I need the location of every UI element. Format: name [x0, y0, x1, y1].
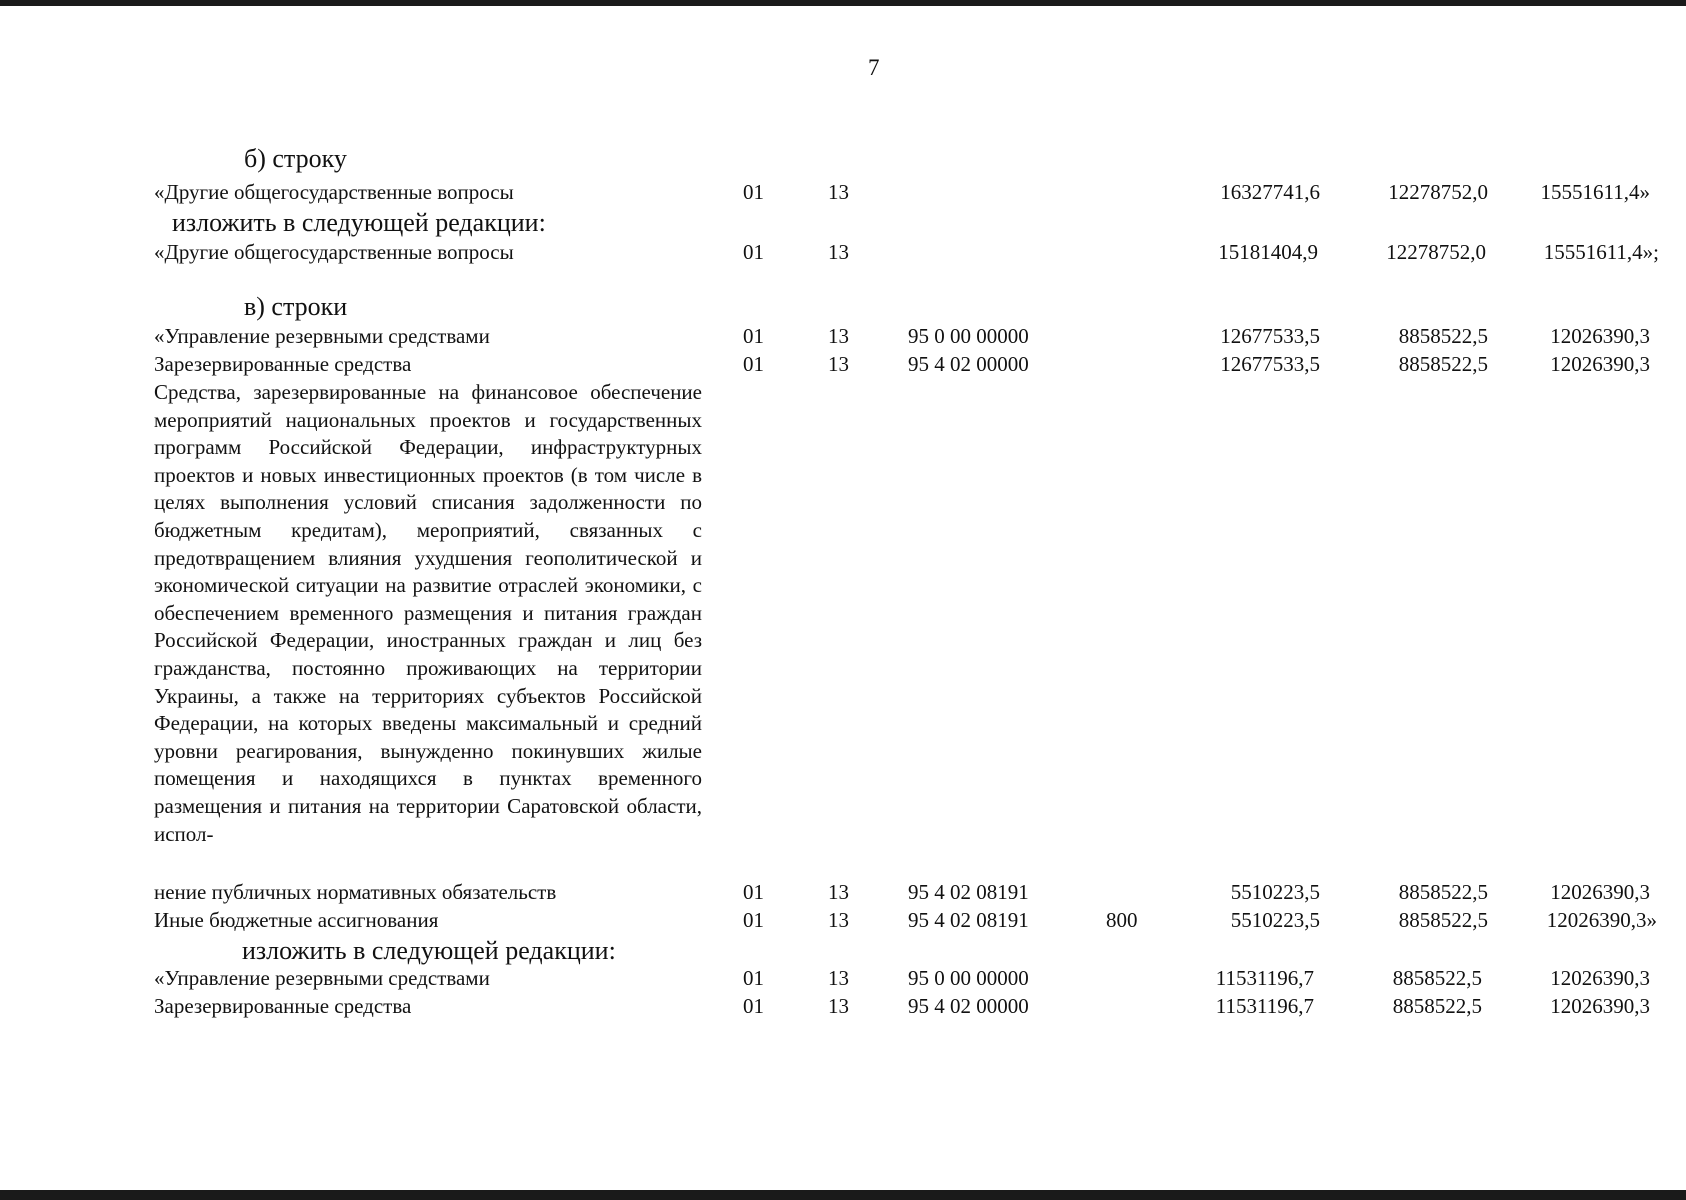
row-name: Иные бюджетные ассигнования: [154, 908, 439, 932]
row-value-3: 12026390,3: [1550, 324, 1650, 348]
row-section-code: 01: [743, 324, 764, 348]
row-subsection-code: 13: [828, 908, 849, 932]
row-subsection-code: 13: [828, 352, 849, 376]
row-subsection-code: 13: [828, 180, 849, 204]
row-target-code: 95 4 02 08191: [908, 908, 1029, 932]
row-value-1: 5510223,5: [1230, 880, 1320, 904]
row-subsection-code: 13: [828, 966, 849, 990]
row-section-code: 01: [743, 994, 764, 1018]
row-value-3: 12026390,3: [1550, 352, 1650, 376]
row-value-1: 11531196,7: [1215, 994, 1314, 1018]
row-value-1: 11531196,7: [1215, 966, 1314, 990]
row-value-2: 12278752,0: [1386, 240, 1486, 264]
scan-bottom-border: [0, 1190, 1686, 1200]
row-value-1: 15181404,9: [1218, 240, 1318, 264]
row-section-code: 01: [743, 880, 764, 904]
section-b-replace-label: изложить в следующей редакции:: [172, 208, 546, 237]
scan-top-border: [0, 0, 1686, 6]
section-v-new-row: [0, 994, 1686, 1022]
row-value-2: 12278752,0: [1388, 180, 1488, 204]
row-target-code: 95 0 00 00000: [908, 966, 1029, 990]
section-v-replace-label: изложить в следующей редакции:: [242, 936, 616, 965]
row-name: «Управление резервными средствами: [154, 324, 490, 348]
row-value-2: 8858522,5: [1398, 880, 1488, 904]
section-b-new-row: [0, 240, 1686, 268]
row-value-2: 8858522,5: [1392, 966, 1482, 990]
section-b-old-row: [0, 180, 1686, 208]
row-value-1: 16327741,6: [1220, 180, 1320, 204]
row-target-code: 95 0 00 00000: [908, 324, 1029, 348]
page-number: 7: [868, 55, 880, 80]
row-subsection-code: 13: [828, 324, 849, 348]
section-v-old-row: [0, 880, 1686, 908]
row-value-3: 15551611,4»;: [1543, 240, 1659, 264]
section-v-heading: в) строки: [244, 292, 348, 321]
row-target-code: 95 4 02 00000: [908, 994, 1029, 1018]
row-name: Зарезервированные средства: [154, 994, 412, 1018]
row-value-3: 15551611,4»: [1540, 180, 1650, 204]
section-b-heading: б) строку: [244, 144, 347, 173]
row-value-1: 5510223,5: [1230, 908, 1320, 932]
row-value-3: 12026390,3: [1550, 880, 1650, 904]
row-subsection-code: 13: [828, 880, 849, 904]
row-value-3: 12026390,3»: [1546, 908, 1657, 932]
row-value-2: 8858522,5: [1398, 324, 1488, 348]
row-target-code: 95 4 02 00000: [908, 352, 1029, 376]
row-value-1: 12677533,5: [1220, 352, 1320, 376]
row-value-2: 8858522,5: [1392, 994, 1482, 1018]
row-name: «Управление резервными средствами: [154, 966, 490, 990]
section-v-old-row: [0, 324, 1686, 352]
row-name: «Другие общегосударственные вопросы: [154, 180, 514, 204]
row-subsection-code: 13: [828, 994, 849, 1018]
row-value-3: 12026390,3: [1550, 994, 1650, 1018]
section-v-old-row: [0, 352, 1686, 380]
row-section-code: 01: [743, 966, 764, 990]
row-value-1: 12677533,5: [1220, 324, 1320, 348]
row-section-code: 01: [743, 908, 764, 932]
row-name: нение публичных нормативных обязательств: [154, 880, 557, 904]
row-name: Зарезервированные средства: [154, 352, 412, 376]
reserved-funds-description: Средства, зарезервированные на финансовое обеспечение мероприятий национальных проектов и государственных программ Российской Федерации, инфраструктурных проектов и новых инвестиционных проектов (в том числе в целях выполнения условий списания задолженности по бюджетным кредитам), мероприятий, связанных с предотвращением влияния ухудшения геополитической и экономической ситуации на развитие отраслей экономики, с обеспечением временного размещения и питания граждан Российской Федерации, иностранных граждан и лиц без гражданства, постоянно проживающих на территории Украины, а также на территориях субъектов Российской Федерации, на которых введены максимальный и средний уровни реагирования, вынужденно покинувших жилые помещения и находящихся в пунктах временного размещения и питания на территории Саратовской области, испол-: [154, 380, 702, 846]
section-v-new-row: [0, 966, 1686, 994]
row-value-3: 12026390,3: [1550, 966, 1650, 990]
row-section-code: 01: [743, 180, 764, 204]
row-name: «Другие общегосударственные вопросы: [154, 240, 514, 264]
row-section-code: 01: [743, 352, 764, 376]
row-subsection-code: 13: [828, 240, 849, 264]
section-v-old-row: [0, 908, 1686, 936]
row-section-code: 01: [743, 240, 764, 264]
row-expense-type-code: 800: [1106, 908, 1138, 932]
row-value-2: 8858522,5: [1398, 908, 1488, 932]
row-target-code: 95 4 02 08191: [908, 880, 1029, 904]
row-value-2: 8858522,5: [1398, 352, 1488, 376]
